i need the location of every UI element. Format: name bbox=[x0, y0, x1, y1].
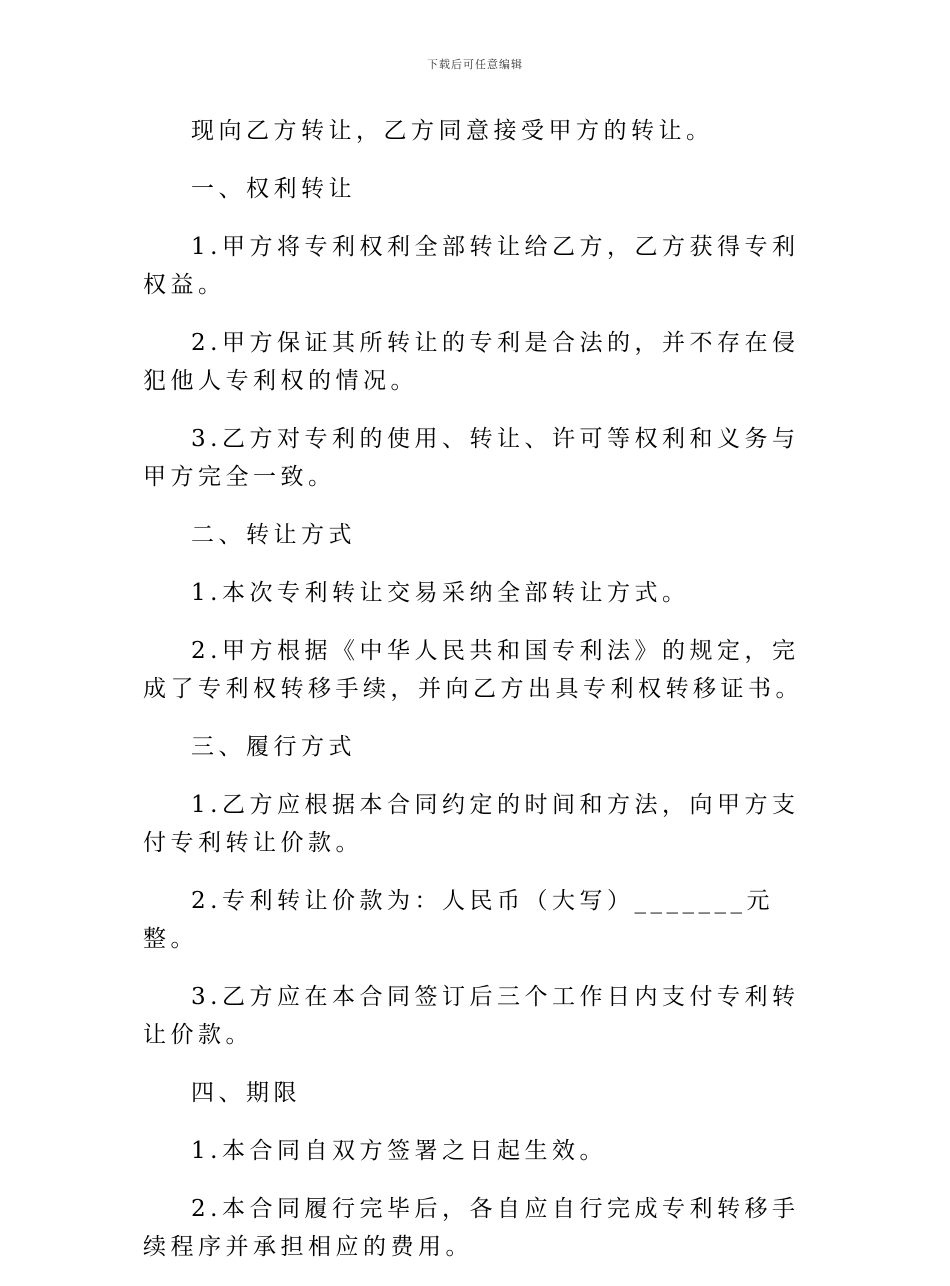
paragraph-intro: 现向乙方转让，乙方同意接受甲方的转让。 bbox=[191, 118, 714, 144]
clause-3-2: 2.专利转让价款为：人民币（大写）_______元整。 bbox=[143, 888, 774, 952]
clause-3-3: 3.乙方应在本合同签订后三个工作日内支付专利转让价款。 bbox=[143, 984, 800, 1048]
section-heading-4: 四、期限 bbox=[191, 1080, 301, 1106]
clause-3-1: 1.乙方应根据本合同约定的时间和方法，向甲方支付专利转让价款。 bbox=[143, 792, 800, 856]
section-heading-3: 三、履行方式 bbox=[191, 734, 356, 760]
clause-4-1: 1.本合同自双方签署之日起生效。 bbox=[191, 1138, 607, 1164]
clause-1-3: 3.乙方对专利的使用、转让、许可等权利和义务与甲方完全一致。 bbox=[143, 426, 800, 490]
clause-2-2: 2.甲方根据《中华人民共和国专利法》的规定，完成了专利权转移手续，并向乙方出具专利权转移证书。 bbox=[143, 638, 803, 702]
clause-1-2: 2.甲方保证其所转让的专利是合法的，并不存在侵犯他人专利权的情况。 bbox=[143, 330, 800, 394]
clause-4-2: 2.本合同履行完毕后，各自应自行完成专利转移手续程序并承担相应的费用。 bbox=[143, 1196, 800, 1260]
section-heading-1: 一、权利转让 bbox=[191, 176, 356, 202]
page-header: 下载后可任意编辑 bbox=[427, 58, 523, 71]
document-body bbox=[143, 112, 807, 1286]
clause-1-1: 1.甲方将专利权利全部转让给乙方，乙方获得专利权益。 bbox=[143, 234, 800, 298]
section-heading-2: 二、转让方式 bbox=[191, 522, 356, 548]
clause-2-1: 1.本次专利转让交易采纳全部转让方式。 bbox=[191, 580, 690, 606]
